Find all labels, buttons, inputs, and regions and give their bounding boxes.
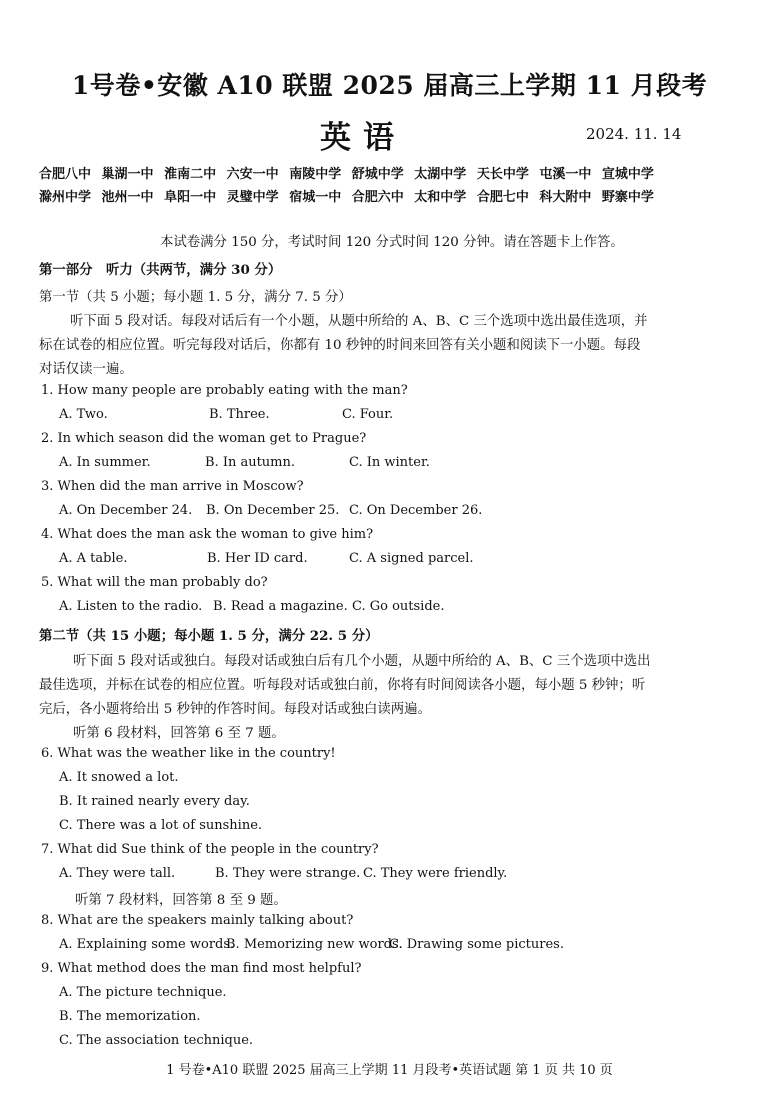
- school-name: 宿城一中: [289, 190, 342, 205]
- question-stem: 6. What was the weather like in the country!: [41, 746, 336, 761]
- school-name: 阜阳一中: [164, 190, 217, 205]
- school-name: 合肥七中: [476, 190, 529, 205]
- question-stem: 3. When did the man arrive in Moscow?: [41, 479, 304, 494]
- option-b: B. In autumn.: [205, 455, 296, 470]
- school-name: 滁州中学: [39, 190, 92, 205]
- school-name: 六安一中: [226, 167, 279, 182]
- school-name: 天长中学: [476, 167, 529, 182]
- material-instruction: 听第 6 段材料，回答第 6 至 7 题。: [73, 726, 285, 741]
- subject-title: 英语: [320, 120, 406, 156]
- question-stem: 1. How many people are probably eating with the man?: [41, 383, 408, 398]
- school-name: 合肥八中: [39, 167, 92, 182]
- school-name: 南陵中学: [289, 167, 342, 182]
- option-c: C. Drawing some pictures.: [389, 937, 564, 952]
- option-c: C. There was a lot of sunshine.: [59, 818, 263, 833]
- question-stem: 9. What method does the man find most helpful?: [41, 961, 362, 976]
- school-name: 太和中学: [414, 190, 467, 205]
- school-name: 淮南二中: [164, 167, 217, 182]
- question-stem: 4. What does the man ask the woman to give him?: [41, 527, 374, 542]
- option-b: B. Read a magazine.: [213, 599, 348, 614]
- page-footer: 1 号卷•A10 联盟 2025 届高三上学期 11 月段考•英语试题 第 1 页 共 10 页: [166, 1063, 613, 1078]
- section1-heading: 第一节（共 5 小题；每小题 1. 5 分，满分 7. 5 分）: [39, 290, 352, 305]
- option-a: A. The picture technique.: [59, 985, 227, 1000]
- option-a: A. Listen to the radio.: [59, 599, 203, 614]
- section2-instruction: 听下面 5 段对话或独白。每段对话或独白后有几个小题，从题中所给的 A、B、C 三个选项中选出: [73, 654, 651, 669]
- school-name: 科大附中: [539, 190, 592, 205]
- question-stem: 2. In which season did the woman get to Prague?: [41, 431, 367, 446]
- school-name: 野寨中学: [601, 190, 654, 205]
- part1-heading: 第一部分 听力（共两节，满分 30 分）: [39, 262, 282, 278]
- option-b: B. The memorization.: [59, 1009, 201, 1024]
- option-b: B. Memorizing new words.: [226, 937, 403, 952]
- option-a: A. In summer.: [59, 455, 151, 470]
- section2-heading: 第二节（共 15 小题；每小题 1. 5 分，满分 22. 5 分）: [39, 628, 379, 644]
- option-c: C. The association technique.: [59, 1033, 254, 1048]
- option-b: B. Her ID card.: [207, 551, 308, 566]
- option-a: A. They were tall.: [59, 866, 176, 881]
- question-stem: 7. What did Sue think of the people in the country?: [41, 842, 379, 857]
- section2-instruction: 最佳选项，并标在试卷的相应位置。听每段对话或独白前，你将有时间阅读各小题，每小题 5 秒钟；听: [39, 678, 646, 693]
- school-name: 巢湖一中: [101, 167, 154, 182]
- school-name: 池州一中: [101, 190, 154, 205]
- school-name: 宣城中学: [601, 167, 654, 182]
- school-name: 屯溪一中: [539, 167, 592, 182]
- option-a: A. On December 24.: [59, 503, 193, 518]
- option-a: A. Explaining some words.: [59, 937, 235, 952]
- option-a: A. Two.: [59, 407, 108, 422]
- option-c: C. Four.: [342, 407, 394, 422]
- question-stem: 8. What are the speakers mainly talking about?: [41, 913, 354, 928]
- option-b: B. On December 25.: [206, 503, 340, 518]
- material-instruction: 听第 7 段材料，回答第 8 至 9 题。: [75, 893, 287, 908]
- option-c: C. They were friendly.: [363, 866, 508, 881]
- page-title: 1号卷•安徽 A10 联盟 2025 届高三上学期 11 月段考: [71, 71, 708, 100]
- section1-instruction: 听下面 5 段对话。每段对话后有一个小题，从题中所给的 A、B、C 三个选项中选出最佳选项，并: [70, 314, 648, 329]
- option-a: A. A table.: [59, 551, 128, 566]
- option-c: C. Go outside.: [352, 599, 445, 614]
- section1-instruction: 标在试卷的相应位置。听完每段对话后，你都有 10 秒钟的时间来回答有关小题和阅读下一小题。每段: [39, 338, 641, 353]
- option-b: B. They were strange.: [215, 866, 361, 881]
- option-c: C. A signed parcel.: [349, 551, 474, 566]
- section1-instruction: 对话仅读一遍。: [39, 362, 133, 377]
- school-name: 太湖中学: [414, 167, 467, 182]
- section2-instruction: 完后，各小题将给出 5 秒钟的作答时间。每段对话或独白读两遍。: [39, 702, 431, 717]
- exam-notice: 本试卷满分 150 分，考试时间 120 分式时间 120 分钟。请在答题卡上作答。: [160, 235, 624, 250]
- exam-date: 2024. 11. 14: [586, 125, 682, 143]
- option-b: B. Three.: [209, 407, 270, 422]
- option-c: C. In winter.: [349, 455, 430, 470]
- school-list-row-2: [39, 186, 660, 205]
- question-stem: 5. What will the man probably do?: [41, 575, 268, 590]
- option-a: A. It snowed a lot.: [59, 770, 179, 785]
- school-list-row-1: [39, 163, 660, 182]
- option-c: C. On December 26.: [349, 503, 483, 518]
- school-name: 合肥六中: [351, 190, 404, 205]
- school-name: 舒城中学: [351, 167, 404, 182]
- option-b: B. It rained nearly every day.: [59, 794, 250, 809]
- school-name: 灵璧中学: [226, 190, 279, 205]
